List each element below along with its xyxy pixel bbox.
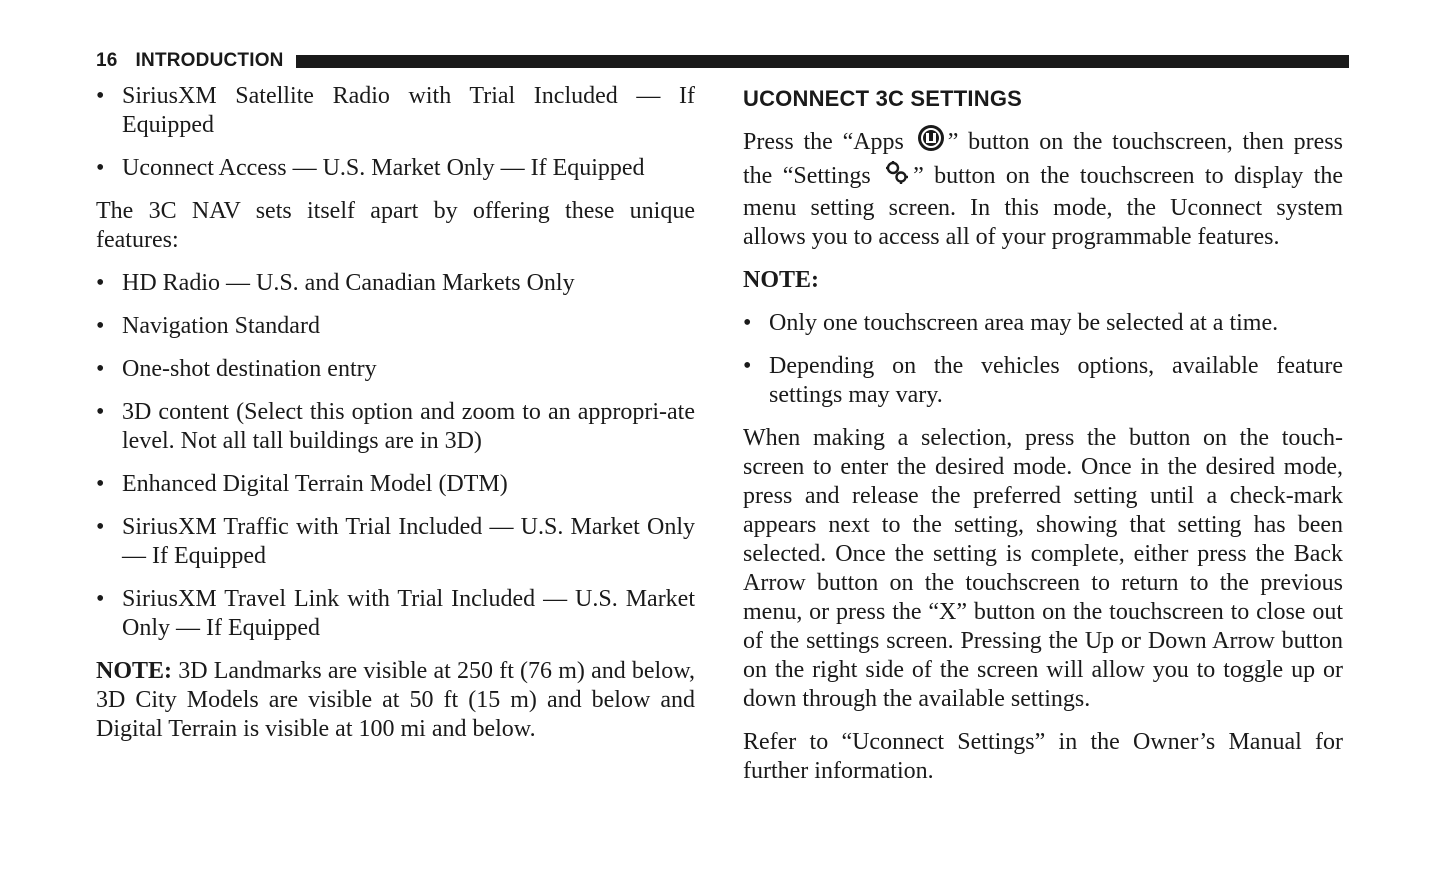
bullet-icon: •	[743, 353, 752, 379]
note-heading: NOTE:	[743, 267, 820, 293]
list-item: • SiriusXM Travel Link with Trial Included — U.S. Market Only — If Equipped	[96, 586, 695, 641]
apps-icon	[916, 124, 946, 160]
list-item: • 3D content (Select this option and zoom to an appropri-ate level. Not all tall buildings are in 3D)	[96, 399, 695, 454]
bullet-icon: •	[96, 155, 105, 181]
header-rule	[296, 55, 1349, 68]
list-item: • SiriusXM Satellite Radio with Trial Included — If Equipped	[96, 83, 695, 138]
bullet-icon: •	[96, 313, 105, 339]
list-item: • Depending on the vehicles options, available feature settings may vary.	[743, 353, 1343, 408]
note-text: 3D Landmarks are visible at 250 ft (76 m) and below, 3D City Models are visible at 50 ft (15 m) and below and Digital Terrain is visible at 100 mi and below.	[96, 658, 695, 742]
right-column	[743, 82, 1343, 800]
bullet-icon: •	[96, 514, 105, 540]
settings-intro-paragraph: Press the “Apps ” button on the touchscreen, then press the “Settings ” button on the touchscreen to display the menu setting screen. In this mode, the Uconnect system allows you to access all of your programmable features.	[743, 124, 1343, 252]
bullet-icon: •	[96, 83, 105, 109]
list-item: • HD Radio — U.S. and Canadian Markets Only	[96, 270, 575, 296]
bullet-icon: •	[96, 586, 105, 612]
bullet-icon: •	[743, 310, 752, 336]
note-label: NOTE:	[96, 658, 173, 684]
bullet-list-top	[96, 82, 695, 183]
note-paragraph	[96, 657, 695, 744]
bullet-icon: •	[96, 356, 105, 382]
left-column	[96, 82, 695, 758]
bullet-icon: •	[96, 471, 105, 497]
page-number: 16	[96, 50, 118, 71]
list-item: • Navigation Standard	[96, 313, 320, 339]
list-item: • SiriusXM Traffic with Trial Included — U.S. Market Only — If Equipped	[96, 514, 695, 569]
note-bullet-list	[743, 309, 1343, 410]
list-item: • Enhanced Digital Terrain Model (DTM)	[96, 471, 508, 497]
list-item: • One-shot destination entry	[96, 356, 377, 382]
selection-paragraph: When making a selection, press the button on the touch-screen to enter the desired mode. Once in the desired mode, press and release the preferred setting until a check-mark appears next to the setting, showing that setting has been selected. Once the setting is complete, either press the Back Arrow button on the touchscreen to return to the previous menu, or press the “X” button on the touchscreen to close out of the settings screen. Pressing the Up or Down Arrow button on the right side of the screen will allow you to toggle up or down through the available settings.	[743, 425, 1343, 712]
reference-paragraph: Refer to “Uconnect Settings” in the Owner’s Manual for further information.	[743, 729, 1343, 784]
bullet-icon: •	[96, 270, 105, 296]
list-item: • Uconnect Access — U.S. Market Only — If Equipped	[96, 155, 645, 181]
bullet-icon: •	[96, 399, 105, 425]
page-header	[96, 50, 1349, 72]
list-item: • Only one touchscreen area may be selected at a time.	[743, 310, 1279, 336]
settings-icon	[883, 160, 911, 194]
intro-paragraph: The 3C NAV sets itself apart by offering these unique features:	[96, 198, 695, 253]
feature-list	[96, 269, 695, 643]
section-name: INTRODUCTION	[135, 50, 284, 71]
section-title: UCONNECT 3C SETTINGS	[743, 86, 1023, 111]
